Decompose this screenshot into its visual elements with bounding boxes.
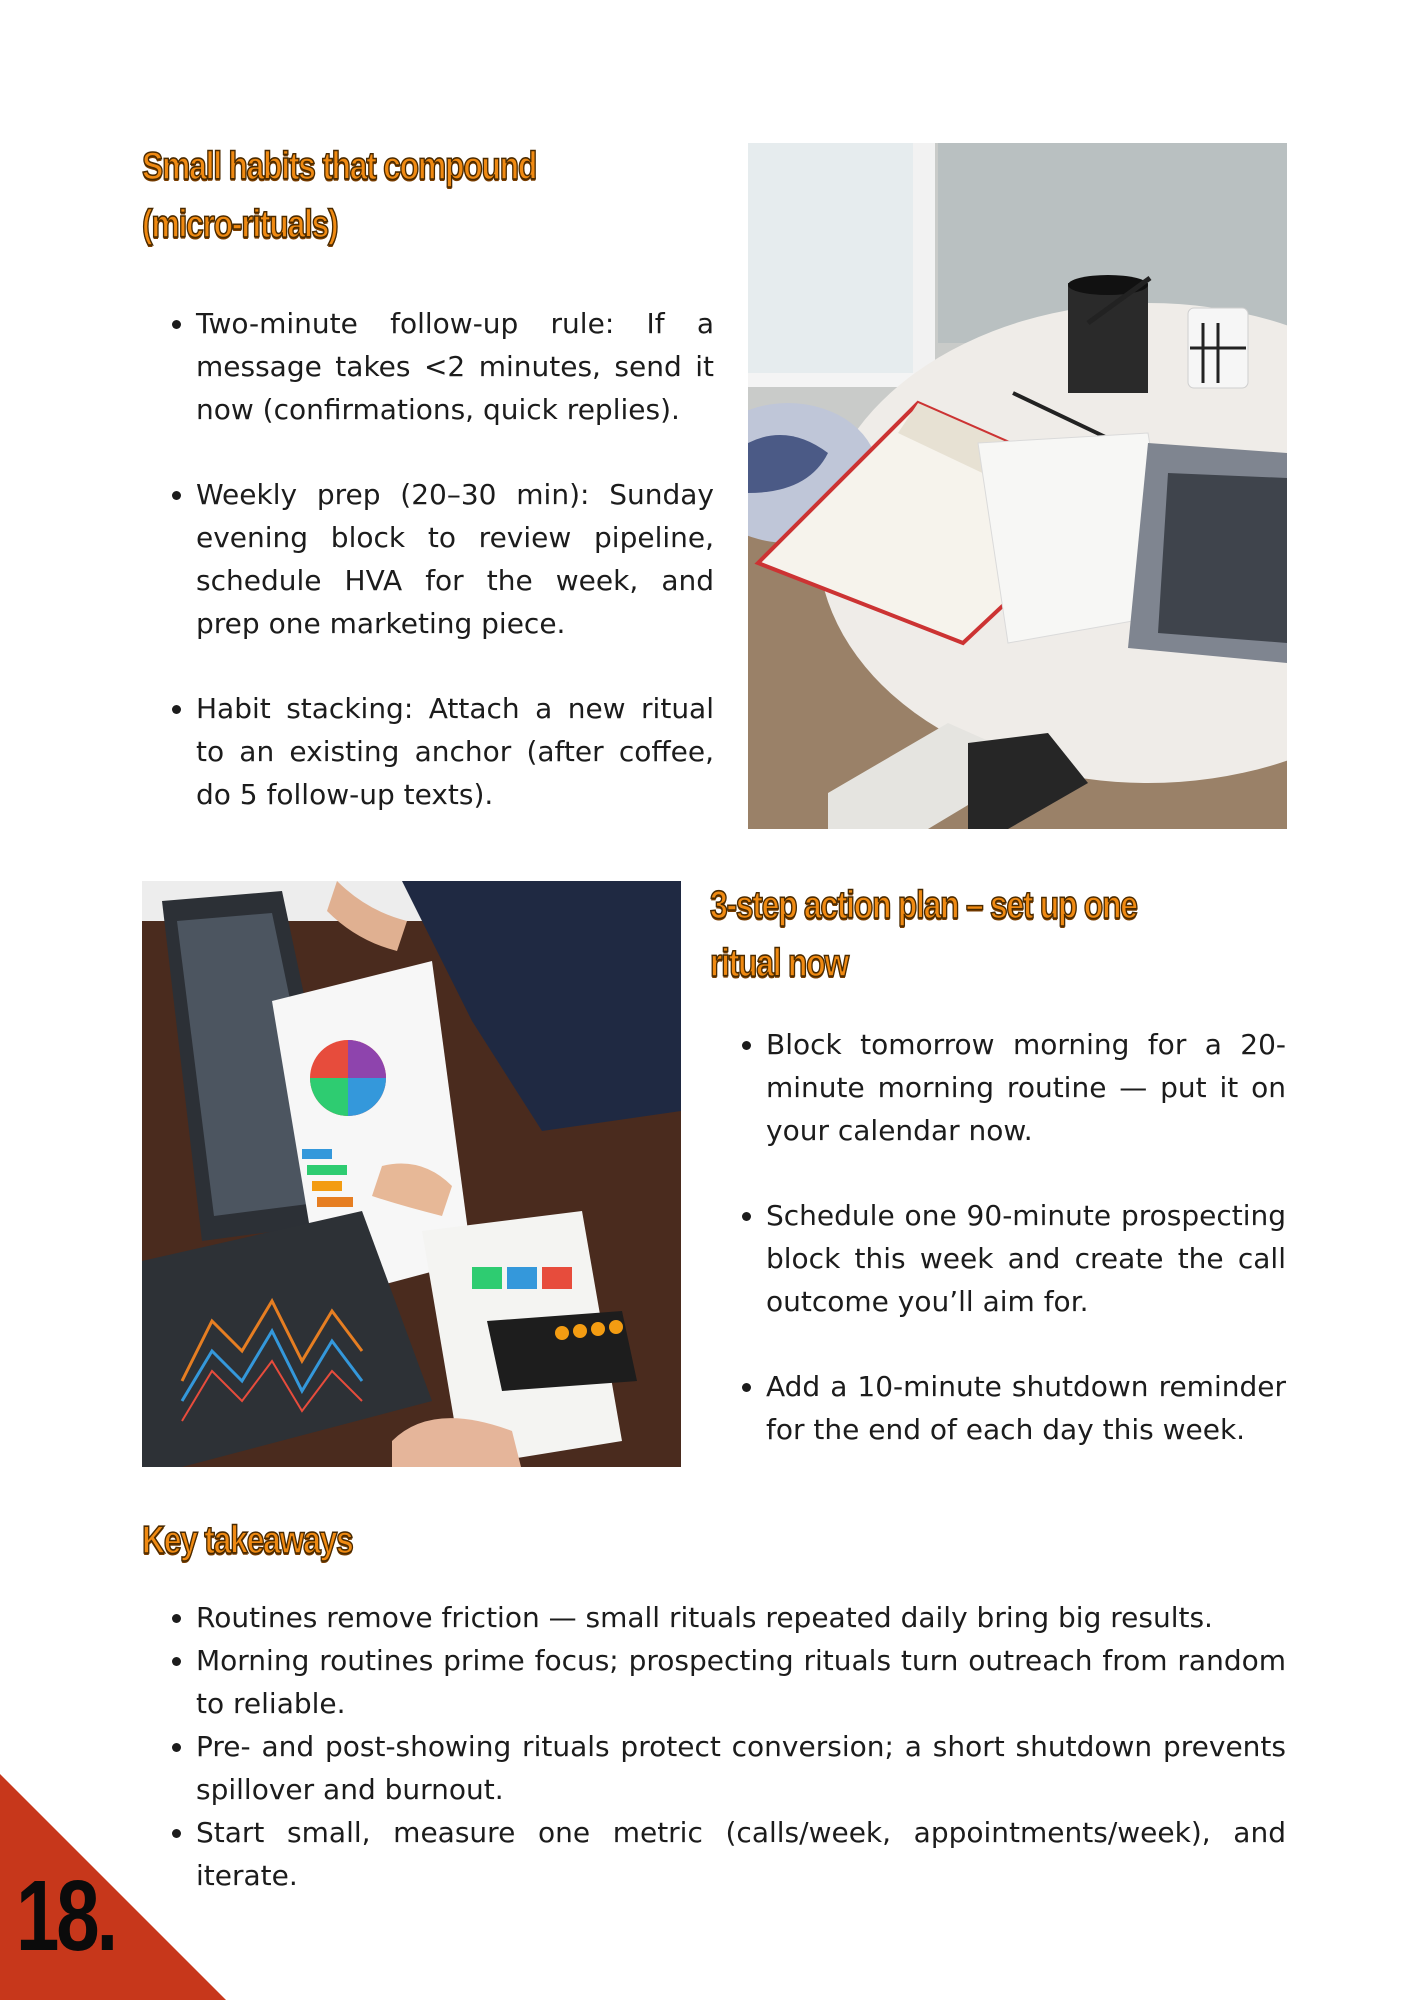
section-heading-key-takeaways [142,1512,353,1570]
list-item: • Add a 10-minute shutdown reminder for the end of each day this week. [766,1365,1286,1451]
page-number: 18. [16,1860,116,1972]
micro-rituals-list [144,302,714,816]
heading-line: ritual now [710,942,848,985]
list-item: • Two-minute follow-up rule: If a message takes <2 minutes, send it now (confirmations, quick replies). [196,302,714,431]
list-item: • Start small, measure one metric (calls/week, appointments/week), and iterate. [196,1811,1286,1897]
heading-line: Small habits that compound [142,145,537,188]
section-heading-micro-rituals [142,138,536,254]
list-item: • Schedule one 90-minute prospecting block this week and create the call outcome you’ll aim for. [766,1194,1286,1323]
charts-photo-icon [142,881,681,1467]
list-item: • Pre- and post-showing rituals protect conversion; a short shutdown prevents spillover and burnout. [196,1725,1286,1811]
list-item: • Morning routines prime focus; prospecting rituals turn outreach from random to reliable. [196,1639,1286,1725]
list-item: • Weekly prep (20–30 min): Sunday evening block to review pipeline, schedule HVA for the week, and prep one marketing piece. [196,473,714,645]
desk-photo-icon [748,143,1287,829]
list-item: • Block tomorrow morning for a 20-minute morning routine — put it on your calendar now. [766,1023,1286,1152]
list-item: • Habit stacking: Attach a new ritual to an existing anchor (after coffee, do 5 follow-up texts). [196,687,714,816]
section-heading-action-plan [710,877,1137,993]
heading-line: Key takeaways [142,1519,353,1562]
key-takeaways-list [144,1596,1286,1897]
list-item: • Routines remove friction — small rituals repeated daily bring big results. [196,1596,1286,1639]
action-plan-list [714,1023,1286,1451]
heading-line: 3-step action plan – set up one [710,884,1137,927]
heading-line: (micro-rituals) [142,203,338,246]
